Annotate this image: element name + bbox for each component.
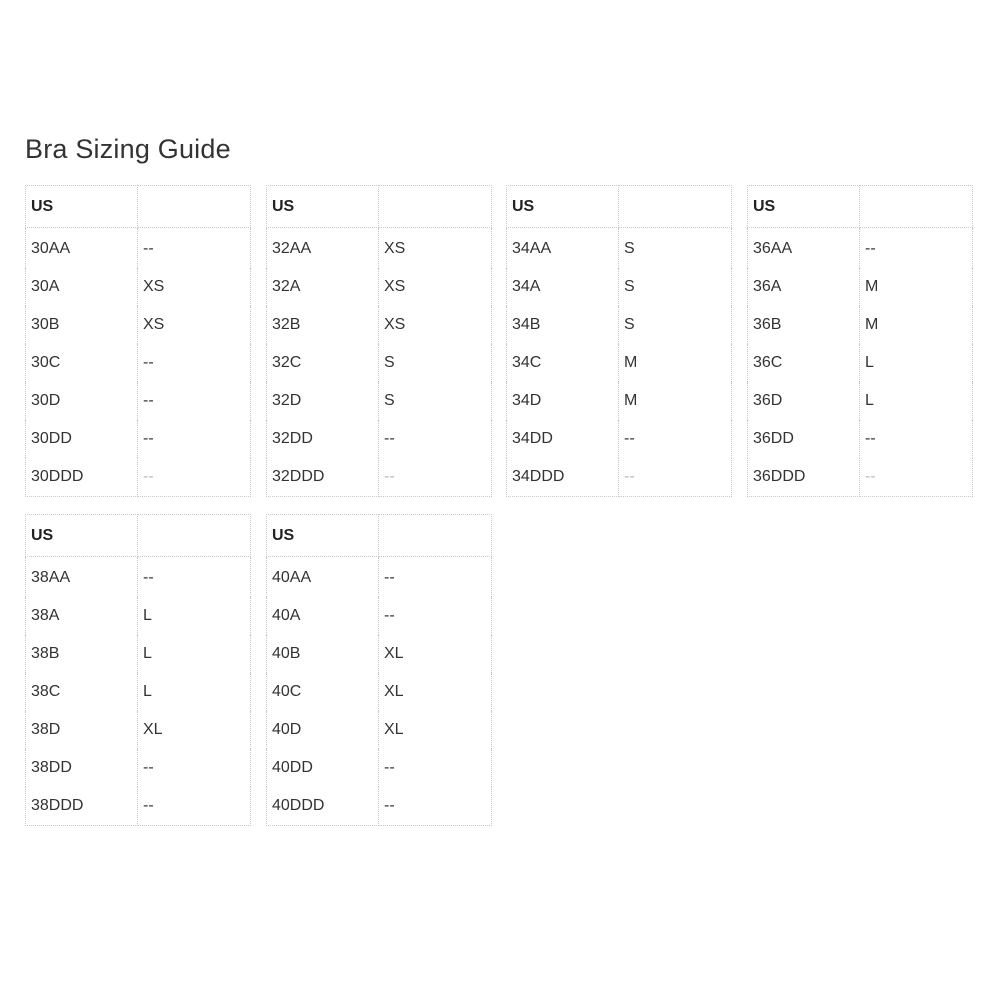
us-size-cell: 34B — [507, 306, 619, 344]
us-size-cell: 36C — [748, 344, 860, 382]
letter-size-cell: M — [619, 344, 732, 382]
letter-size-cell: -- — [138, 420, 251, 458]
letter-size-cell: S — [379, 344, 492, 382]
letter-size-cell: -- — [379, 749, 492, 787]
us-size-cell: 34DDD — [507, 458, 619, 497]
table-row — [267, 597, 492, 635]
column-header-size — [619, 186, 732, 228]
us-size-cell: 32D — [267, 382, 379, 420]
table-row — [267, 635, 492, 673]
table-row — [267, 268, 492, 306]
letter-size-cell: M — [860, 268, 973, 306]
table-header-row — [26, 515, 251, 557]
letter-size-cell: S — [619, 228, 732, 269]
table-row — [267, 382, 492, 420]
column-header-us: US — [267, 186, 379, 228]
letter-size-cell: -- — [138, 228, 251, 269]
column-header-size — [379, 186, 492, 228]
table-row — [748, 344, 973, 382]
table-row — [26, 749, 251, 787]
size-table — [747, 185, 973, 497]
table-row — [267, 673, 492, 711]
column-header-size — [138, 515, 251, 557]
us-size-cell: 38DD — [26, 749, 138, 787]
table-row — [507, 268, 732, 306]
table-row — [26, 344, 251, 382]
us-size-cell: 40A — [267, 597, 379, 635]
us-size-cell: 36A — [748, 268, 860, 306]
size-table — [25, 185, 251, 497]
letter-size-cell: -- — [138, 749, 251, 787]
us-size-cell: 32A — [267, 268, 379, 306]
table-row — [26, 673, 251, 711]
column-header-size — [379, 515, 492, 557]
us-size-cell: 30AA — [26, 228, 138, 269]
table-row — [267, 557, 492, 598]
letter-size-cell: XS — [379, 268, 492, 306]
us-size-cell: 40B — [267, 635, 379, 673]
letter-size-cell: L — [860, 382, 973, 420]
table-row — [507, 458, 732, 497]
table-row — [26, 382, 251, 420]
column-header-size — [860, 186, 973, 228]
letter-size-cell: -- — [138, 344, 251, 382]
us-size-cell: 32C — [267, 344, 379, 382]
letter-size-cell: L — [138, 597, 251, 635]
letter-size-cell: -- — [138, 787, 251, 826]
us-size-cell: 34AA — [507, 228, 619, 269]
letter-size-cell: L — [860, 344, 973, 382]
table-row — [26, 787, 251, 826]
letter-size-cell: S — [619, 306, 732, 344]
table-row — [267, 306, 492, 344]
table-header-row — [267, 186, 492, 228]
column-header-us: US — [748, 186, 860, 228]
table-row — [748, 306, 973, 344]
column-header-us: US — [267, 515, 379, 557]
us-size-cell: 30C — [26, 344, 138, 382]
table-row — [26, 557, 251, 598]
letter-size-cell: -- — [379, 787, 492, 826]
table-row — [26, 420, 251, 458]
us-size-cell: 40AA — [267, 557, 379, 598]
us-size-cell: 30B — [26, 306, 138, 344]
letter-size-cell: XS — [138, 268, 251, 306]
table-row — [748, 420, 973, 458]
column-header-us: US — [507, 186, 619, 228]
letter-size-cell: M — [619, 382, 732, 420]
letter-size-cell: M — [860, 306, 973, 344]
table-header-row — [26, 186, 251, 228]
letter-size-cell: S — [379, 382, 492, 420]
us-size-cell: 38DDD — [26, 787, 138, 826]
table-row — [267, 787, 492, 826]
letter-size-cell: -- — [379, 420, 492, 458]
letter-size-cell: -- — [379, 557, 492, 598]
us-size-cell: 34C — [507, 344, 619, 382]
us-size-cell: 34D — [507, 382, 619, 420]
letter-size-cell: -- — [619, 420, 732, 458]
us-size-cell: 30D — [26, 382, 138, 420]
us-size-cell: 36D — [748, 382, 860, 420]
letter-size-cell: L — [138, 673, 251, 711]
table-row — [507, 344, 732, 382]
letter-size-cell: S — [619, 268, 732, 306]
letter-size-cell: -- — [138, 458, 251, 497]
table-row — [26, 597, 251, 635]
us-size-cell: 40DD — [267, 749, 379, 787]
letter-size-cell: -- — [379, 597, 492, 635]
size-table — [25, 514, 251, 826]
letter-size-cell: -- — [138, 557, 251, 598]
us-size-cell: 36DD — [748, 420, 860, 458]
letter-size-cell: -- — [138, 382, 251, 420]
letter-size-cell: XL — [379, 711, 492, 749]
table-row — [507, 420, 732, 458]
table-row — [267, 228, 492, 269]
table-row — [267, 749, 492, 787]
letter-size-cell: -- — [379, 458, 492, 497]
us-size-cell: 40C — [267, 673, 379, 711]
letter-size-cell: XS — [379, 306, 492, 344]
column-header-size — [138, 186, 251, 228]
letter-size-cell: -- — [619, 458, 732, 497]
table-header-row — [267, 515, 492, 557]
us-size-cell: 34A — [507, 268, 619, 306]
table-row — [26, 458, 251, 497]
table-row — [26, 228, 251, 269]
us-size-cell: 32DD — [267, 420, 379, 458]
us-size-cell: 30DDD — [26, 458, 138, 497]
table-row — [26, 306, 251, 344]
table-row — [748, 458, 973, 497]
letter-size-cell: XS — [379, 228, 492, 269]
table-row — [507, 382, 732, 420]
letter-size-cell: XL — [379, 673, 492, 711]
table-row — [507, 228, 732, 269]
table-row — [748, 228, 973, 269]
us-size-cell: 40DDD — [267, 787, 379, 826]
us-size-cell: 30DD — [26, 420, 138, 458]
us-size-cell: 36AA — [748, 228, 860, 269]
letter-size-cell: -- — [860, 420, 973, 458]
us-size-cell: 34DD — [507, 420, 619, 458]
us-size-cell: 30A — [26, 268, 138, 306]
page-title: Bra Sizing Guide — [25, 134, 231, 164]
table-row — [267, 711, 492, 749]
us-size-cell: 32DDD — [267, 458, 379, 497]
letter-size-cell: XS — [138, 306, 251, 344]
us-size-cell: 38A — [26, 597, 138, 635]
us-size-cell: 36DDD — [748, 458, 860, 497]
table-row — [26, 635, 251, 673]
us-size-cell: 32B — [267, 306, 379, 344]
letter-size-cell: -- — [860, 228, 973, 269]
size-table — [266, 185, 492, 497]
letter-size-cell: XL — [379, 635, 492, 673]
table-row — [748, 268, 973, 306]
column-header-us: US — [26, 515, 138, 557]
table-row — [507, 306, 732, 344]
table-row — [267, 420, 492, 458]
us-size-cell: 38D — [26, 711, 138, 749]
table-row — [748, 382, 973, 420]
table-row — [267, 458, 492, 497]
table-header-row — [507, 186, 732, 228]
table-row — [267, 344, 492, 382]
size-table — [266, 514, 492, 826]
us-size-cell: 38AA — [26, 557, 138, 598]
letter-size-cell: L — [138, 635, 251, 673]
column-header-us: US — [26, 186, 138, 228]
us-size-cell: 40D — [267, 711, 379, 749]
table-header-row — [748, 186, 973, 228]
table-row — [26, 711, 251, 749]
us-size-cell: 38C — [26, 673, 138, 711]
us-size-cell: 38B — [26, 635, 138, 673]
us-size-cell: 32AA — [267, 228, 379, 269]
letter-size-cell: -- — [860, 458, 973, 497]
table-row — [26, 268, 251, 306]
size-table — [506, 185, 732, 497]
letter-size-cell: XL — [138, 711, 251, 749]
us-size-cell: 36B — [748, 306, 860, 344]
